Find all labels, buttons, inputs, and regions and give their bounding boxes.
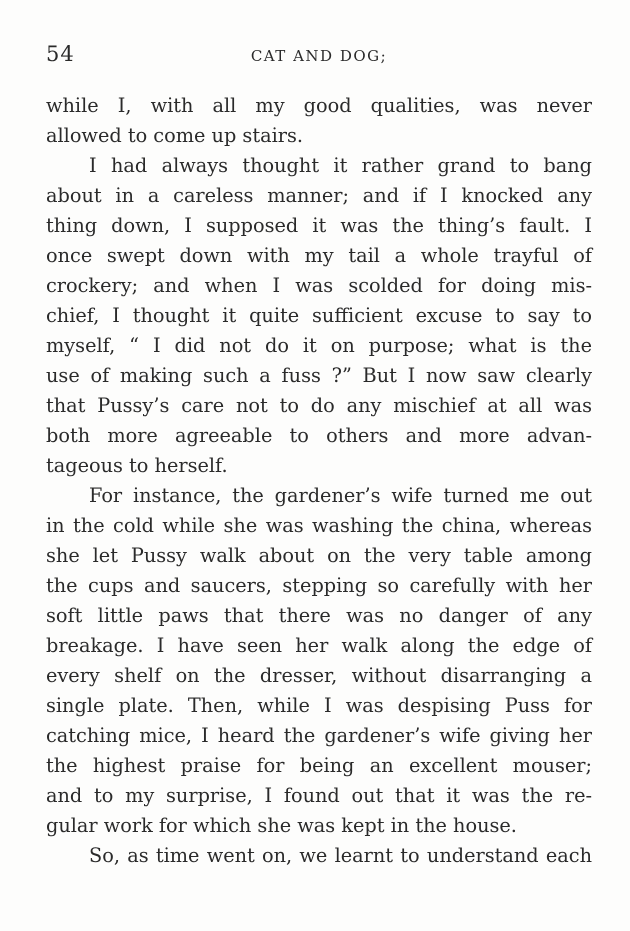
text-line: soft little paws that there was no danger of any xyxy=(46,604,592,627)
body-text xyxy=(46,91,592,871)
text-line: the cups and saucers, stepping so carefully with her xyxy=(46,574,592,597)
text-line: thing down, I supposed it was the thing’s fault. I xyxy=(46,214,592,237)
text-line: tageous to herself. xyxy=(46,454,228,477)
text-line: while I, with all my good qualities, was never xyxy=(46,94,592,117)
text-line: crockery; and when I was scolded for doing mis- xyxy=(46,274,592,297)
paragraph-start-line: So, as time went on, we learnt to understand each xyxy=(89,844,592,867)
text-line: allowed to come up stairs. xyxy=(46,124,303,147)
text-line: gular work for which she was kept in the house. xyxy=(46,814,517,837)
text-line: she let Pussy walk about on the very table among xyxy=(46,544,592,567)
text-line: about in a careless manner; and if I knocked any xyxy=(46,184,592,207)
running-head: CAT AND DOG; xyxy=(250,47,388,65)
text-line: and to my surprise, I found out that it was the re- xyxy=(46,784,592,807)
paragraph-start-line: I had always thought it rather grand to bang xyxy=(89,154,592,177)
text-line: once swept down with my tail a whole trayful of xyxy=(46,244,592,267)
text-line: breakage. I have seen her walk along the edge of xyxy=(46,634,592,657)
text-line: catching mice, I heard the gardener’s wife giving her xyxy=(46,724,592,747)
text-line: myself, “ I did not do it on purpose; what is the xyxy=(46,334,592,357)
text-line: that Pussy’s care not to do any mischief at all was xyxy=(46,394,592,417)
text-line: every shelf on the dresser, without disarranging a xyxy=(46,664,592,687)
text-line: use of making such a fuss ?” But I now saw clearly xyxy=(46,364,592,387)
text-line: single plate. Then, while I was despising Puss for xyxy=(46,694,592,717)
text-line: both more agreeable to others and more advan- xyxy=(46,424,592,447)
text-line: chief, I thought it quite sufficient excuse to say to xyxy=(46,304,592,327)
text-line: the highest praise for being an excellent mouser; xyxy=(46,754,592,777)
text-line: in the cold while she was washing the china, whereas xyxy=(46,514,592,537)
paragraph-start-line: For instance, the gardener’s wife turned me out xyxy=(89,484,592,507)
page-number: 54 xyxy=(46,42,75,66)
page-header xyxy=(46,42,592,72)
